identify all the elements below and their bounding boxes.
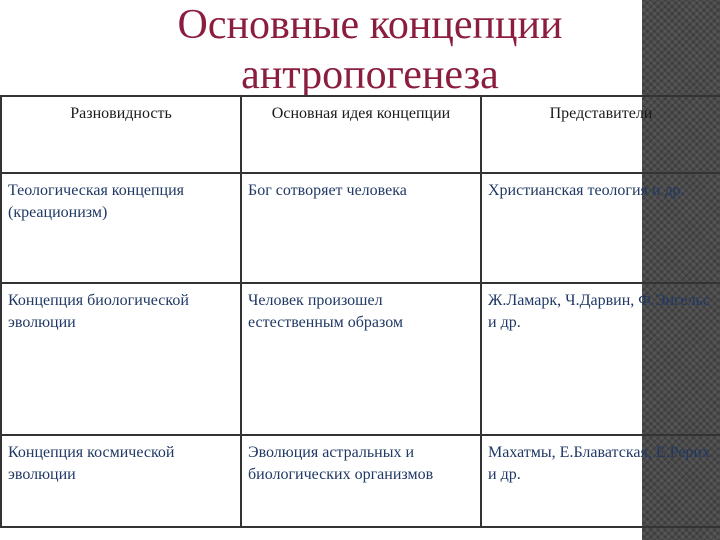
cell-main-idea: Бог сотворяет человека [241,173,481,283]
cell-variety: Теологическая концепция (креационизм) [1,173,241,283]
cell-main-idea: Эволюция астральных и биологических организмов [241,435,481,527]
cell-variety: Концепция биологической эволюции [1,283,241,435]
header-variety: Разновидность [1,96,241,173]
table-header-row [1,96,720,173]
cell-variety: Концепция космической эволюции [1,435,241,527]
cell-representatives: Ж.Ламарк, Ч.Дарвин, Ф.Энгельс и др. [481,283,720,435]
header-representatives: Представители [481,96,720,173]
table-row [1,283,720,435]
header-main-idea: Основная идея концепции [241,96,481,173]
table-row [1,173,720,283]
table-row [1,435,720,527]
concepts-table [0,95,720,528]
slide-title: Основные концепции антропогенеза [177,2,563,98]
cell-representatives: Махатмы, Е.Блаватская, Е.Рерих и др. [481,435,720,527]
cell-representatives: Христианская теология и др. [481,173,720,283]
cell-main-idea: Человек произошел естественным образом [241,283,481,435]
